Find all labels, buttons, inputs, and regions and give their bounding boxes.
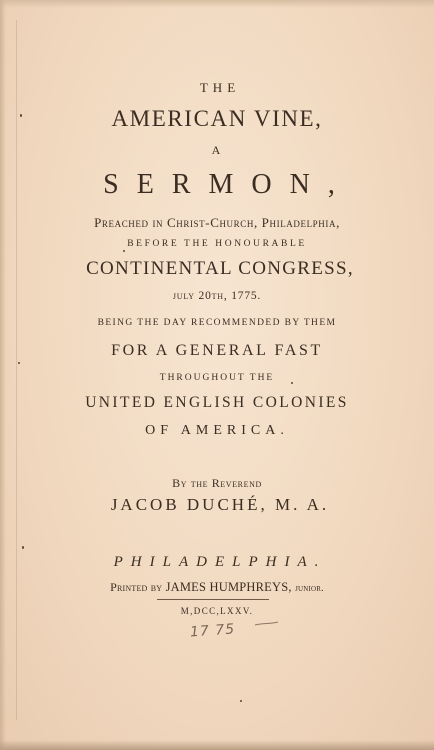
ink-speck [18,362,20,364]
title-article-the: THE [199,80,241,95]
pencil-stroke-icon [181,617,279,635]
ink-speck [291,382,293,384]
imprint-city: PHILADELPHIA. [113,554,327,570]
before-line: BEFORE THE HONOURABLE [127,239,307,249]
handwritten-year: 17 75 [189,621,236,641]
imprint-rule [157,599,269,600]
title-article-a: A [211,143,223,157]
ink-speck [123,250,125,252]
throughout-line: THROUGHOUT THE [159,373,275,383]
printer-suffix: junior. [295,583,324,594]
main-title: AMERICAN VINE, [111,106,323,131]
preached-line: Preached in Christ-Church, Philadelphia, [94,215,340,230]
ink-speck [20,114,22,117]
page-edge-bottom [0,740,434,750]
colonies-line: UNITED ENGLISH COLONIES [85,394,349,411]
genre-heading: SERMON, [103,169,353,200]
ink-speck [22,546,24,549]
ink-speck [240,700,242,702]
printed-by-prefix: Printed by [110,580,163,594]
fast-line: FOR A GENERAL FAST [111,342,323,359]
page-edge-top [0,0,434,8]
date-line: july 20th, 1775. [172,290,262,302]
congress-line: CONTINENTAL CONGRESS, [86,258,354,279]
author-name: JACOB DUCHÉ, M. A. [110,495,330,514]
america-line: OF AMERICA. [145,423,289,438]
being-line: BEING THE DAY RECOMMENDED BY THEM [97,318,337,328]
imprint-printer-line [0,580,434,595]
by-line: By the Reverend [172,476,262,490]
imprint-year: M,DCC,LXXV. [180,606,254,616]
printer-name: JAMES HUMPHREYS, [165,580,292,594]
